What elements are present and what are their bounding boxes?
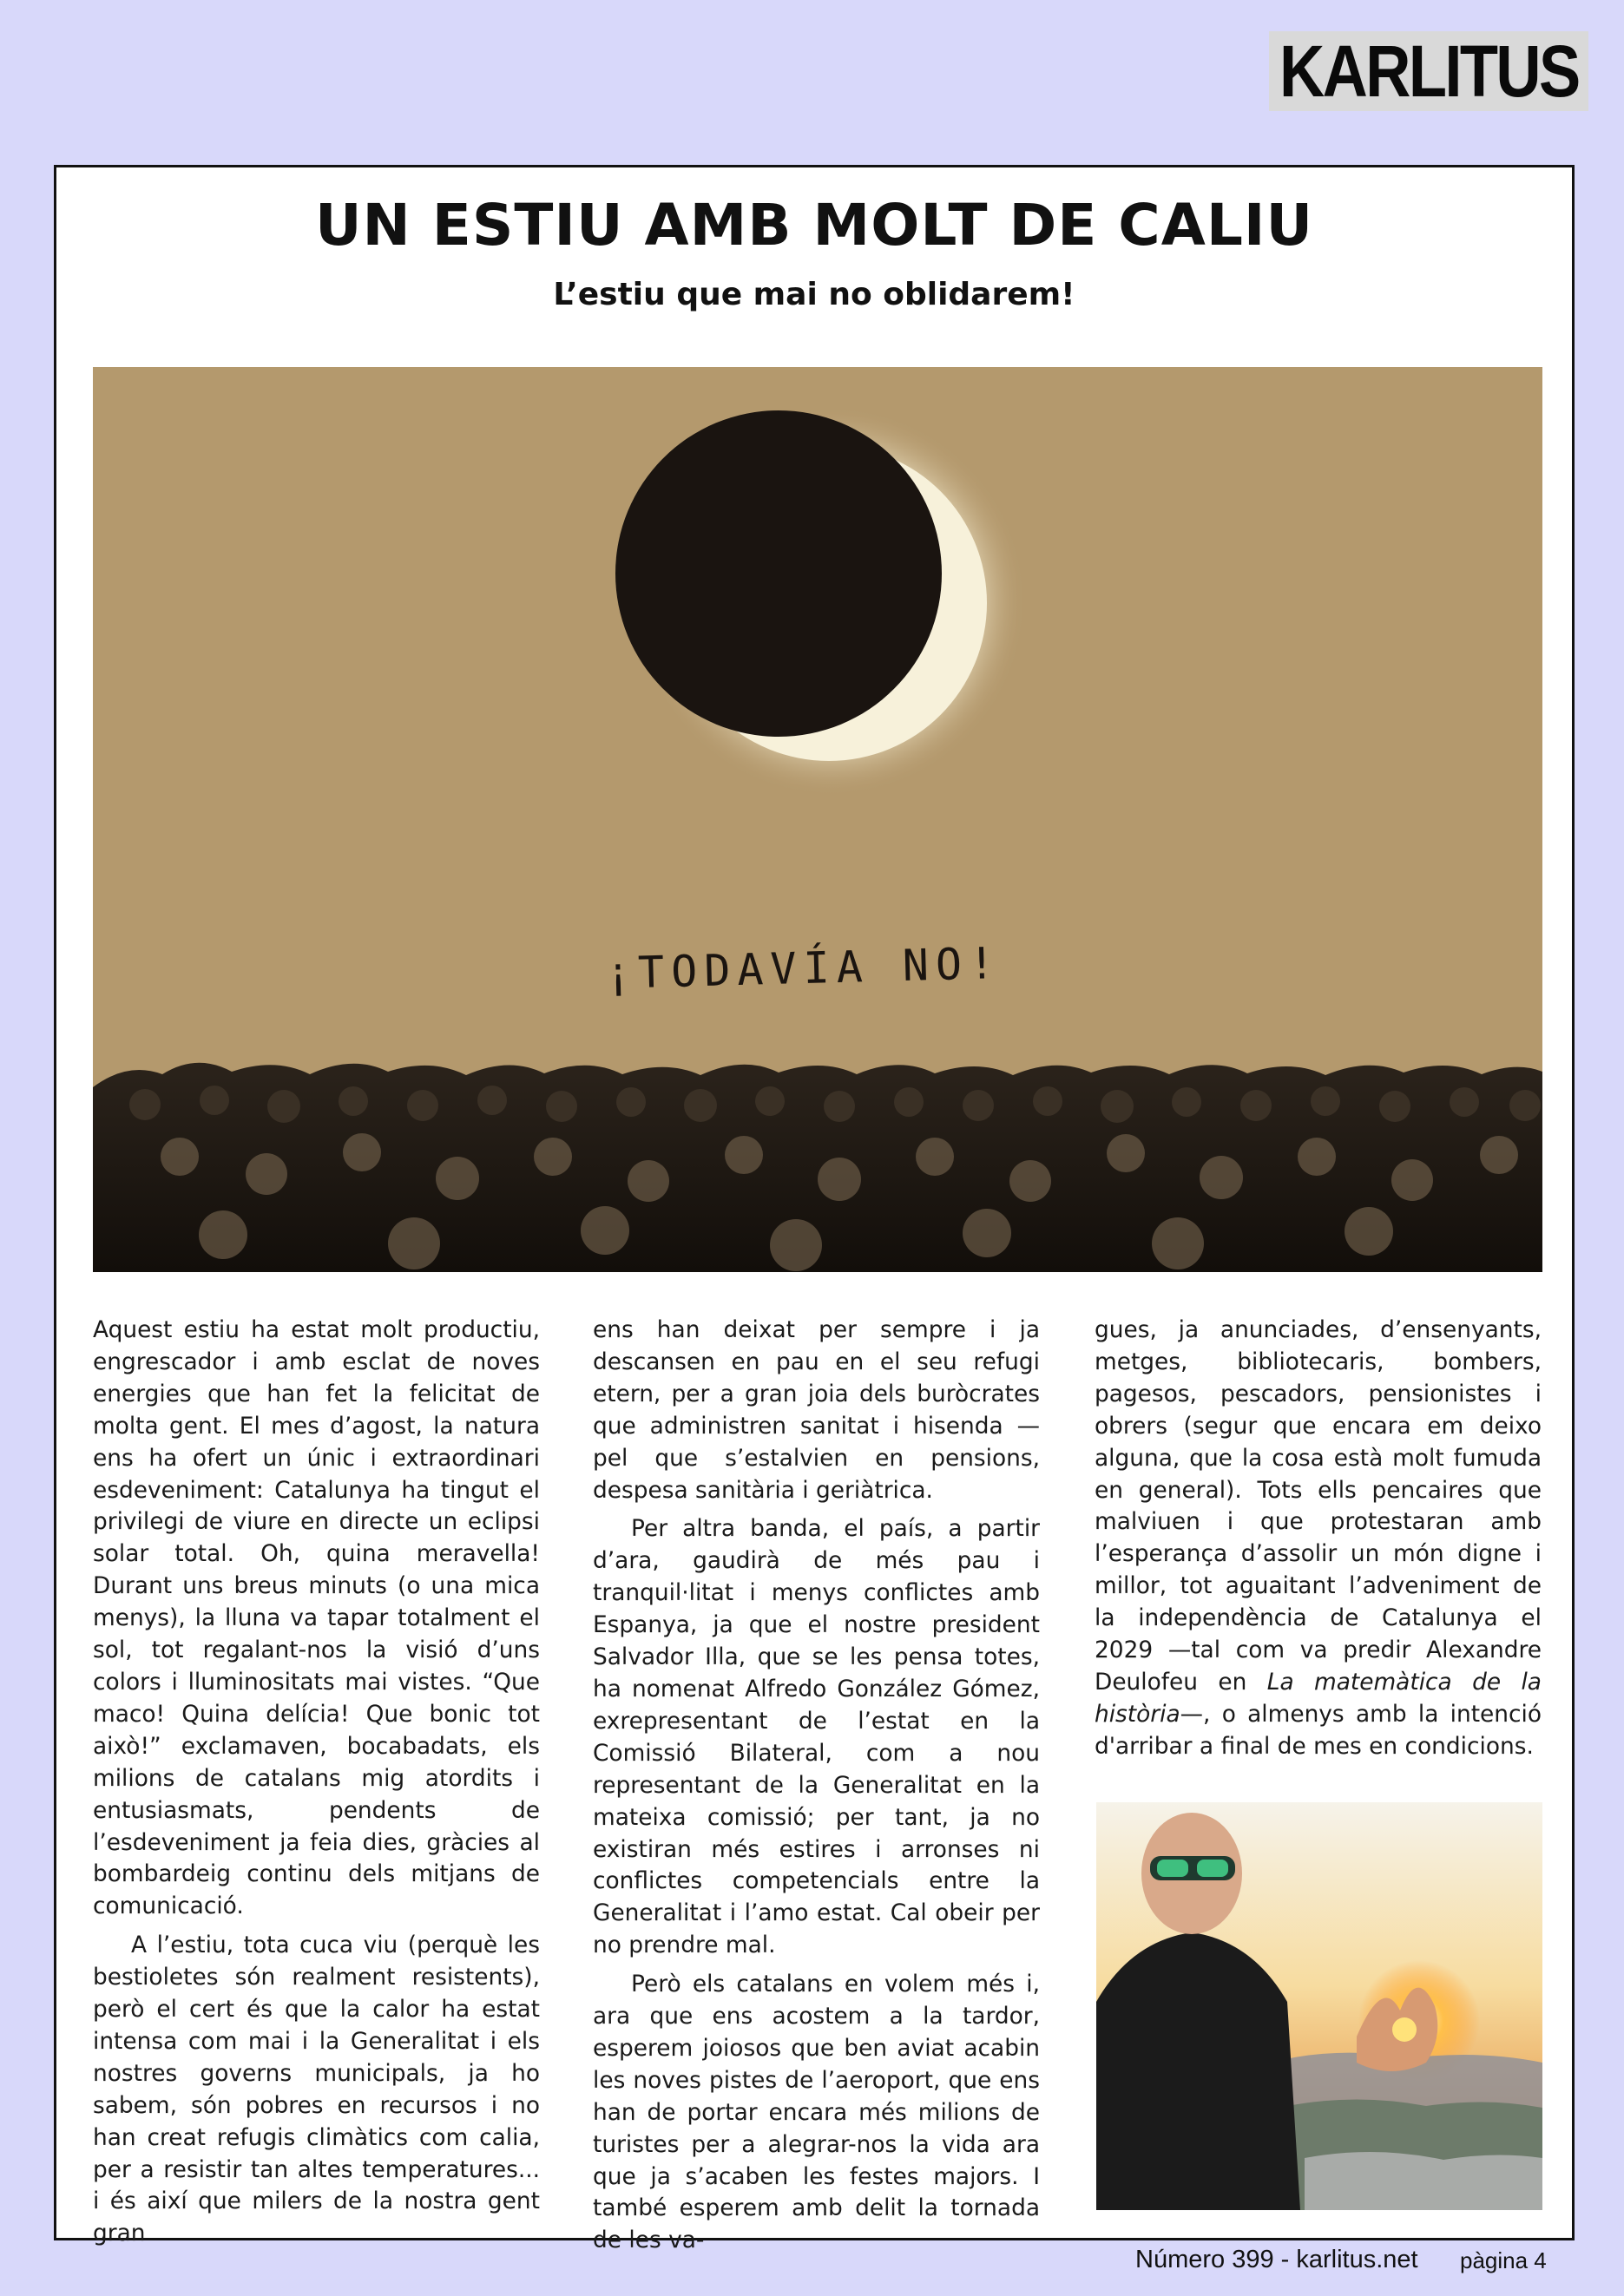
paragraph: ens han deixat per sempre i ja descansen en pau en el seu refugi etern, per a gran joia dels buròcrates que administren sanitat i hisenda —pel que s’estalvien en pensions, despesa sanitària i geriàtrica. (593, 1316, 1040, 1504)
eclipse-illustration (93, 367, 1542, 1272)
paragraph: Per altra banda, el país, a partir d’ara, gaudirà de més pau i tranquil·litat i menys conflictes amb Espanya, ja que el nostre president Salvador Illa, que se les pensa totes, ha nomenat Alfredo González Gómez, exrepresentant de l’estat en la Comissió Bilateral, com a nou representant de la Generalitat en la mateixa comissió; per tant, ja no existiran més estires i arronses ni conflictes competencials entre la Generalitat i l’amo estat. Cal obeir per no prendre mal. (593, 1515, 1040, 1959)
issue-number: Número 399 - karlitus.net (1135, 2246, 1418, 2273)
eclipse-drawing (93, 367, 1542, 1272)
article-column-1 (93, 1315, 540, 2250)
logo-text: KARLITUS (1279, 30, 1579, 112)
article-title: UN ESTIU AMB MOLT DE CALIU (314, 192, 1314, 259)
paragraph-text: gues, ja anunciades, d’ensenyants, metges, bibliotecaris, bombers, pagesos, pescadors, pensionistes i obrers (segur que encara em deixo alguna, que la cosa està molt fumuda en general). Tots ells pencaires que malviuen i que protestaran amb l’esperança d’assolir un món digne i millor, tot aguaitant l’adveniment de la independència de Catalunya el 2029 —tal com va predir Alexandre Deulofeu en (1095, 1316, 1542, 1696)
author-photo-drawing (1096, 1802, 1542, 2210)
article-subtitle: L’estiu que mai no oblidarem! (553, 277, 1075, 312)
page-number: pàgina 4 (1460, 2247, 1547, 2273)
moon-disc (615, 410, 942, 737)
crowd-silhouette (93, 1063, 1542, 1272)
article-column-2 (593, 1315, 1040, 2257)
book-title: La matemàtica de la història (1095, 1668, 1542, 1728)
paragraph (1095, 1315, 1542, 1763)
article-column-3 (1095, 1315, 1542, 1763)
paragraph-text: —, o almenys amb la intenció d'arribar a final de mes en condicions. (1095, 1700, 1542, 1760)
paragraph: Però els catalans en volem més i, ara que ens acostem a la tardor, esperem joiosos que ben aviat acabin les noves pistes de l’aeroport, que ens han de portar encara més milions de turistes per a alegrar-nos la vida ara que ja s’acaben les festes majors. I també esperem amb delit la tornada de les va- (593, 1971, 1040, 2254)
article-page (54, 165, 1575, 2254)
paragraph: A l’estiu, tota cuca viu (perquè les bestioletes són realment resistents), però el cert és que la calor ha estat intensa com mai i la Generalitat i els nostres governs municipals, ja ho sabem, són pobres en recursos i no han creat refugis climàtics com calia, per a resistir tan altes temperatures... i és així que milers de la nostra gent gran (93, 1932, 540, 2247)
illustration-caption: ¡TODAVÍA NO! (604, 938, 1003, 999)
paragraph: Aquest estiu ha estat molt productiu, engrescador i amb esclat de noves energies que han fet la felicitat de molta gent. El mes d’agost, la natura ens ha ofert un únic i extraordinari esdeveniment: Catalunya ha tingut el privilegi de viure en directe un eclipsi solar total. Oh, quina meravella! Durant uns breus minuts (o una mica menys), la lluna va tapar totalment el sol, tot regalant-nos la visió d’uns colors i lluminositats mai vistes. “Que maco! Quina delícia! Que bonic tot això!” exclamaven, bocabadats, els milions de catalans mig atordits i entusiasmats, pendents de l’esdeveniment ja feia dies, gràcies al bombardeig continu dels mitjans de comunicació. (93, 1316, 540, 1920)
karlitus-logo (1269, 31, 1588, 111)
author-photo (1096, 1802, 1542, 2210)
